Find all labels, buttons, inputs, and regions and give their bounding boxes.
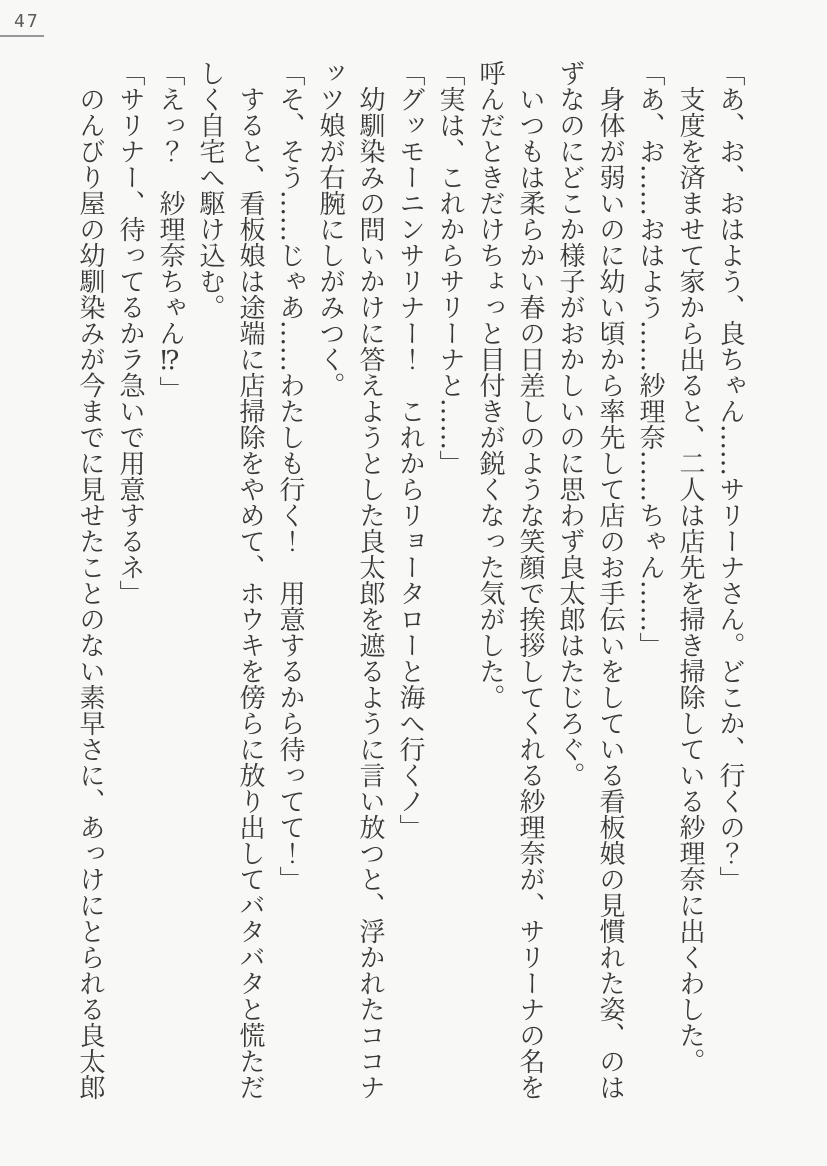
text-line: 身体が弱いのに幼い頃から率先して店のお手伝いをしている看板娘の見慣れた姿、のは (595, 86, 625, 1100)
text-line: のんびり屋の幼馴染みが今までに見せたことのない素早さに、あっけにとられる良太郎 (75, 86, 105, 1100)
text-line: 「あ、お……おはよう……紗理奈……ちゃん……」 (635, 60, 665, 658)
text-line: 「サリナー、待ってるかラ急いで用意するネ」 (115, 60, 145, 606)
text-line: 呼んだときだけちょっと目付きが鋭くなった気がした。 (475, 60, 505, 710)
text-line: 「えっ？ 紗理奈ちゃん⁉」 (155, 60, 185, 402)
text-line: 「実は、これからサリーナと……」 (435, 60, 465, 476)
text-line: いつもは柔らかい春の日差しのような笑顔で挨拶してくれる紗理奈が、サリーナの名を (515, 86, 545, 1100)
novel-text (70, 60, 750, 1106)
text-line: 幼馴染みの問いかけに答えようとした良太郎を遮るように言い放つと、浮かれたココナ (355, 86, 385, 1100)
text-line: しく自宅へ駆け込む。 (195, 60, 225, 320)
text-line: すると、看板娘は途端に店掃除をやめて、ホウキを傍らに放り出してバタバタと慌ただ (235, 86, 265, 1100)
text-line: 「そ、そう……じゃあ……わたしも行く！ 用意するから待ってて！」 (275, 60, 305, 892)
page-number-rule (0, 35, 44, 37)
text-line: ずなのにどこか様子がおかしいのに思わず良太郎はたじろぐ。 (555, 60, 585, 788)
page-number: 47 (14, 11, 40, 32)
text-line: 「あ、お、おはよう、良ちゃん……サリーナさん。どこか、行くの？」 (715, 60, 745, 892)
text-line: ッツ娘が右腕にしがみつく。 (315, 60, 345, 398)
text-line: 「グッモーニンサリナー！ これからリョータローと海へ行くノ」 (395, 60, 425, 840)
text-line: 支度を済ませて家から出ると、二人は店先を掃き掃除している紗理奈に出くわした。 (675, 86, 705, 1074)
